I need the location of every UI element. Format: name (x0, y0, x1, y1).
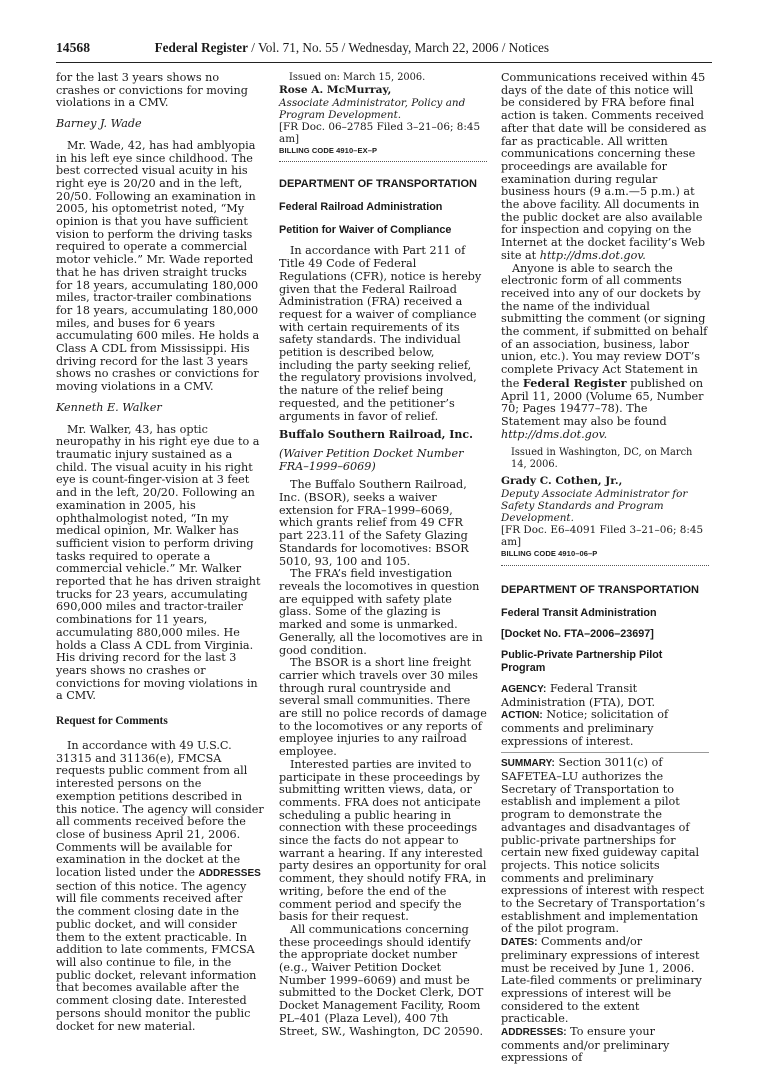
dates-text: Comments and/or preliminary expressions of interest must be received by June 1, 2006. Late-filed comments or preliminary expressions of interest will be considered to the extent practicable. (501, 935, 702, 1026)
signer-name: Grady C. Cothen, Jr., (501, 475, 623, 488)
issued-date: Issued in Washington, DC, on March 14, 2006. (511, 447, 693, 471)
separator (279, 161, 487, 162)
signer-title: Associate Administrator, Policy and Program Development. (279, 96, 466, 121)
fr-doc-number: [FR Doc. 06–2785 Filed 3–21–06; 8:45 am] (279, 120, 481, 145)
agency-text: Federal Transit Administration (FTA), DOT. (501, 681, 656, 709)
request-text-b: section of this notice. The agency will file comments received after the comment closing date in the public docket, and will consider them to the extent practicable. In addition to late comments, FMCSA will also continue to file, in the public docket, relevant information that becomes available after the comment closing date. Interested persons should monitor the public docket for new material. (56, 879, 257, 1033)
addresses-text: To ensure your comments and/or preliminary expressions of (501, 1025, 670, 1065)
notice-title: Public-Private Partnership Pilot Program (501, 648, 663, 674)
docket-number: [Docket No. FTA–2006–23697] (501, 627, 654, 640)
section-heading-request: Request for Comments (56, 715, 168, 728)
agency-heading: Federal Railroad Administration (279, 201, 443, 214)
applicant-text-wade: Mr. Wade, 42, has had amblyopia in his left eye since childhood. The best corrected visual acuity in his right eye is 20/20 and in the left, 20/50. Following an examination in 2005, his optometrist noted, “My opinion is that you have sufficient vision to perform the driving tasks required to operate a commercial motor vehicle.” Mr. Wade reported that he has driven straight trucks for 18 years, accumulating 180,000 miles, tractor-trailer combinations for 18 years, accumulating 180,000 miles, and buses for 6 years accumulating 600 miles. He holds a Class A CDL from Mississippi. His driving record for the last 3 years shows no crashes or convictions for moving violations in a CMV. (56, 138, 260, 394)
page-header (56, 40, 712, 56)
department-heading: DEPARTMENT OF TRANSPORTATION (279, 178, 477, 191)
applicant-name-wade: Barney J. Wade (56, 117, 142, 131)
privacy-paragraph (501, 263, 709, 442)
agency-label: AGENCY: (501, 683, 547, 695)
separator (501, 565, 709, 566)
docket-url: http://dms.dot.gov. (539, 248, 646, 262)
page-number: 14568 (56, 40, 90, 55)
intro-paragraph: for the last 3 years shows no crashes or convictions for moving violations in a CMV. (56, 71, 248, 110)
fr-doc-number: [FR Doc. E6–4091 Filed 3–21–06; 8:45 am] (501, 524, 704, 549)
addresses-paragraph (501, 1026, 709, 1065)
summary-paragraph (501, 757, 709, 936)
signer-name: Rose A. McMurray, (279, 84, 392, 96)
column-2 (279, 72, 487, 1038)
signer-title: Deputy Associate Administrator for Safety Standards and Program Development. (501, 488, 688, 525)
agency-line (501, 683, 709, 709)
applicant-name-walker: Kenneth E. Walker (56, 400, 162, 414)
issued-date: Issued on: March 15, 2006. (289, 72, 426, 83)
action-line (501, 709, 709, 748)
summary-text: Section 3011(c) of SAFETEA–LU authorizes the Secretary of Transportation to establish and implement a pilot program to demonstrate the advantages and disadvantages of public-private partnerships for certain new fixed guideway capital projects. This notice solicits comments and preliminary expressions of interest with respect to the Secretary of Transportation’s establishment and implementation of the pilot program. (501, 756, 706, 936)
action-label: ACTION: (501, 710, 543, 722)
dates-paragraph (501, 936, 709, 1026)
petitioner-name: Buffalo Southern Railroad, Inc. (279, 428, 473, 442)
intro-paragraph: In accordance with Part 211 of Title 49 Code of Federal Regulations (CFR), notice is hereby given that the Federal Railroad Administration (FRA) received a request for a waiver of compliance with certain requirements of its safety standards. The individual petition is described below, including the party seeking relief, the regulatory provisions involved, the nature of the relief being requested, and the petitioner’s arguments in favor of relief. (279, 244, 482, 423)
statement-url: http://dms.dot.gov. (501, 427, 608, 441)
publication-name: Federal Register (154, 40, 248, 55)
action-text: Notice; solicitation of comments and preliminary expressions of interest. (501, 708, 669, 748)
docket-reference: (Waiver Petition Docket Number FRA–1999–6069) (279, 446, 464, 473)
summary-label: SUMMARY: (501, 758, 555, 770)
communications-paragraph (501, 72, 709, 263)
federal-register-ref: Federal Register (522, 375, 627, 390)
privacy-text-b: published on April 11, 2000 (Volume 65, Number 70; Pages 19477–78). The Statement may also be found (501, 376, 704, 428)
header-rule (56, 62, 712, 63)
billing-code: BILLING CODE 4910–EX–P (279, 145, 378, 155)
column-3 (501, 72, 709, 1065)
dates-label: DATES: (501, 937, 538, 949)
request-paragraph (56, 740, 264, 1033)
petition-paragraph-3: The BSOR is a short line freight carrier which travels over 30 miles through rural countryside and several small communities. There are still no police records of damage to the locomotives or any reports of employee injuries to any railroad employee. (279, 656, 487, 759)
addresses-label: ADDRESSES: (501, 1027, 567, 1039)
column-1 (56, 72, 264, 1033)
petition-paragraph-5: All communications concerning these proceedings should identify the appropriate docket number (e.g., Waiver Petition Docket Number 1999–6069) and must be submitted to the Docket Clerk, DOT Docket Management Facility, Room PL–401 (Plaza Level), 400 7th Street, SW., Washington, DC 20590. (279, 922, 484, 1038)
billing-code: BILLING CODE 4910–06–P (501, 549, 598, 559)
petition-paragraph-1: The Buffalo Southern Railroad, Inc. (BSOR), seeks a waiver extension for FRA–1999–6069, which grants relief from 49 CFR part 223.11 of the Safety Glazing Standards for locomotives: BSOR 5010, 93, 100 and 105. (279, 478, 469, 568)
notice-title: Petition for Waiver of Compliance (279, 224, 452, 237)
request-text-a: In accordance with 49 U.S.C. 31315 and 31136(e), FMCSA requests public comment from all interested persons on the exemption petitions described in this notice. The agency will consider all comments received before the close of business April 21, 2006. Comments will be available for examination in the docket at the location listed under the (56, 739, 264, 880)
agency-heading: Federal Transit Administration (501, 606, 657, 619)
petition-paragraph-2: The FRA’s field investigation reveals the locomotives in question are equipped with safety plate glass. Some of the glazing is marked and some is unmarked. Generally, all the locomotives are in good condition. (279, 567, 483, 657)
privacy-text-a: Anyone is able to search the electronic form of all comments received into any of our dockets by the name of the individual submitting the comment (or signing the comment, if submitted on behalf of an association, business, labor union, etc.). You may review DOT’s complete Privacy Act Statement in the (501, 261, 708, 390)
applicant-text-walker: Mr. Walker, 43, has optic neuropathy in his right eye due to a traumatic injury sustained as a child. The visual acuity in his right eye is count-finger-vision at 3 feet and in the left, 20/20. Following an examination in 2005, his ophthalmologist noted, “In my medical opinion, Mr. Walker has sufficient vision to perform driving tasks required to operate a commercial vehicle.” Mr. Walker reported that he has driven straight trucks for 23 years, accumulating 690,000 miles and tractor-trailer combinations for 11 years, accumulating 880,000 miles. He holds a Class A CDL from Virginia. His driving record for the last 3 years shows no crashes or convictions for moving violations in a CMV. (56, 422, 261, 703)
petition-paragraph-4: Interested parties are invited to participate in these proceedings by submitting written views, data, or comments. FRA does not anticipate scheduling a public hearing in connection with these proceedings since the facts do not appear to warrant a hearing. If any interested party desires an opportunity for oral comment, they should notify FRA, in writing, before the end of the comment period and specify the basis for their request. (279, 757, 487, 924)
addresses-reference: ADDRESSES (198, 868, 261, 880)
issue-info: / Vol. 71, No. 55 / Wednesday, March 22, 2006 / Notices (251, 40, 549, 55)
department-heading: DEPARTMENT OF TRANSPORTATION (501, 583, 699, 596)
communications-text: Communications received within 45 days of the date of this notice will be considered by FRA before final action is taken. Comments received after that date will be considered as far as practicable. All written communications concerning these proceedings are available for examination during regular business hours (9 a.m.—5 p.m.) at the above facility. All documents in the public docket are also available for inspection and copying on the Internet at the docket facility’s Web site at (501, 71, 707, 262)
